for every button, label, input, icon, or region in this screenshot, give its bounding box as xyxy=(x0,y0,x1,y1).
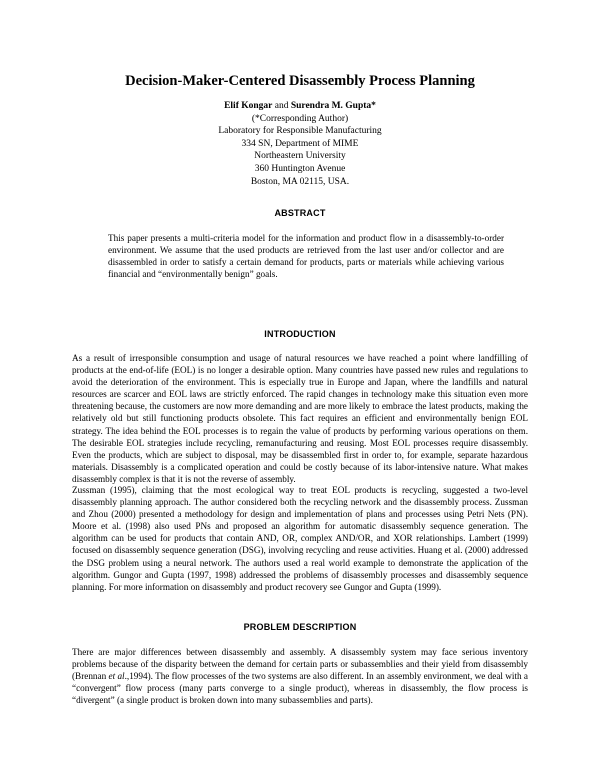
paragraph-text: There are major differences between disassembly and assembly. A disassembly system may face serious inventory problems because of the disparity between the demand for certain parts or subassemblies and their yield from disassembly (Brennan xyxy=(72,647,528,682)
introduction-paragraph: Zussman (1995), claiming that the most ecological way to treat EOL products is recycling, suggested a two-level disassembly planning approach. The author considered both the recycling network and the disassembly process. Zussman and Zhou (2000) presented a methodology for design and implementation of plans and processes using Petri Nets (PN). Moore et al. (1998) also used PNs and proposed an algorithm for automatic disassembly sequence generation. The algorithm can be used for products that contain AND, OR, complex AND/OR, and XOR relationships. Lambert (1999) focused on disassembly sequence generation (DSG), involving recycling and reuse activities. Huang et al. (2000) addressed the DSG problem using a neural network. The authors used a real world example to demonstrate the application of the algorithm. Gungor and Gupta (1997, 1998) addressed the problems of disassembly processes and disassembly sequence planning. For more information on disassembly and product recovery see Gungor and Gupta (1999). xyxy=(72,485,528,592)
affiliation-line: Boston, MA 02115, USA. xyxy=(250,176,350,187)
affiliation-line: 334 SN, Department of MIME xyxy=(241,138,359,149)
corresponding-author-note: (*Corresponding Author) xyxy=(251,113,349,124)
abstract-heading: ABSTRACT xyxy=(274,208,326,218)
introduction-paragraph: As a result of irresponsible consumption and usage of natural resources we have reached a point where landfilling of products at the end-of-life (EOL) is no longer a desirable option. Many countries have passed new rules and regulations to avoid the deterioration of the environment. This is especially true in Europe and Japan, where the landfills and natural resources are scarcer and EOL laws are strictly enforced. The rapid changes in technology make this situation even more threatening because, the customers are now more demanding and are more likely to embrace the latest products, making the relatively old but still functioning products obsolete. This fact requires an efficient and environmentally benign EOL strategy. The idea behind the EOL processes is to regain the value of products by performing various operations on them. The desirable EOL strategies include recycling, remanufacturing and reusing. Most EOL processes require disassembly. Even the products, which are subject to disposal, may be disassembled first in order to, for example, separate hazardous materials. Disassembly is a complicated operation and could be costly because of its labor-intensive nature. What makes disassembly complex is that it is not the reverse of assembly. xyxy=(72,353,528,484)
author-block xyxy=(0,100,600,188)
introduction-heading: INTRODUCTION xyxy=(264,329,336,339)
problem-description-heading: PROBLEM DESCRIPTION xyxy=(243,622,357,632)
paper-title: Decision-Maker-Centered Disassembly Process Planning xyxy=(125,73,475,89)
abstract-text: This paper presents a multi-criteria model for the information and product flow in a disassembly-to-order environment. We assume that the used products are retrieved from the last user and/or collector and are disassembled in order to satisfy a certain demand for products, parts or materials while achieving various financial and “environmentally benign” goals. xyxy=(108,233,504,280)
author-name: Elif Kongar xyxy=(224,101,273,111)
author-name: Surendra M. Gupta* xyxy=(290,101,376,111)
paragraph-text: .,1994). The flow processes of the two systems are also different. In an assembly environment, we deal with a “convergent” flow process (many parts converge to a single product), whereas in disassembly, the flow process is “divergent” (a single product is broken down into many subassemblies and parts). xyxy=(72,671,528,706)
author-conjunction: and xyxy=(274,101,289,111)
affiliation-line: Northeastern University xyxy=(254,151,346,162)
author-line xyxy=(0,100,600,113)
affiliation-line: 360 Huntington Avenue xyxy=(254,163,346,174)
affiliation-line: Laboratory for Responsible Manufacturing xyxy=(218,126,382,137)
problem-description-paragraph xyxy=(72,646,528,706)
italic-text: et al xyxy=(108,671,125,682)
